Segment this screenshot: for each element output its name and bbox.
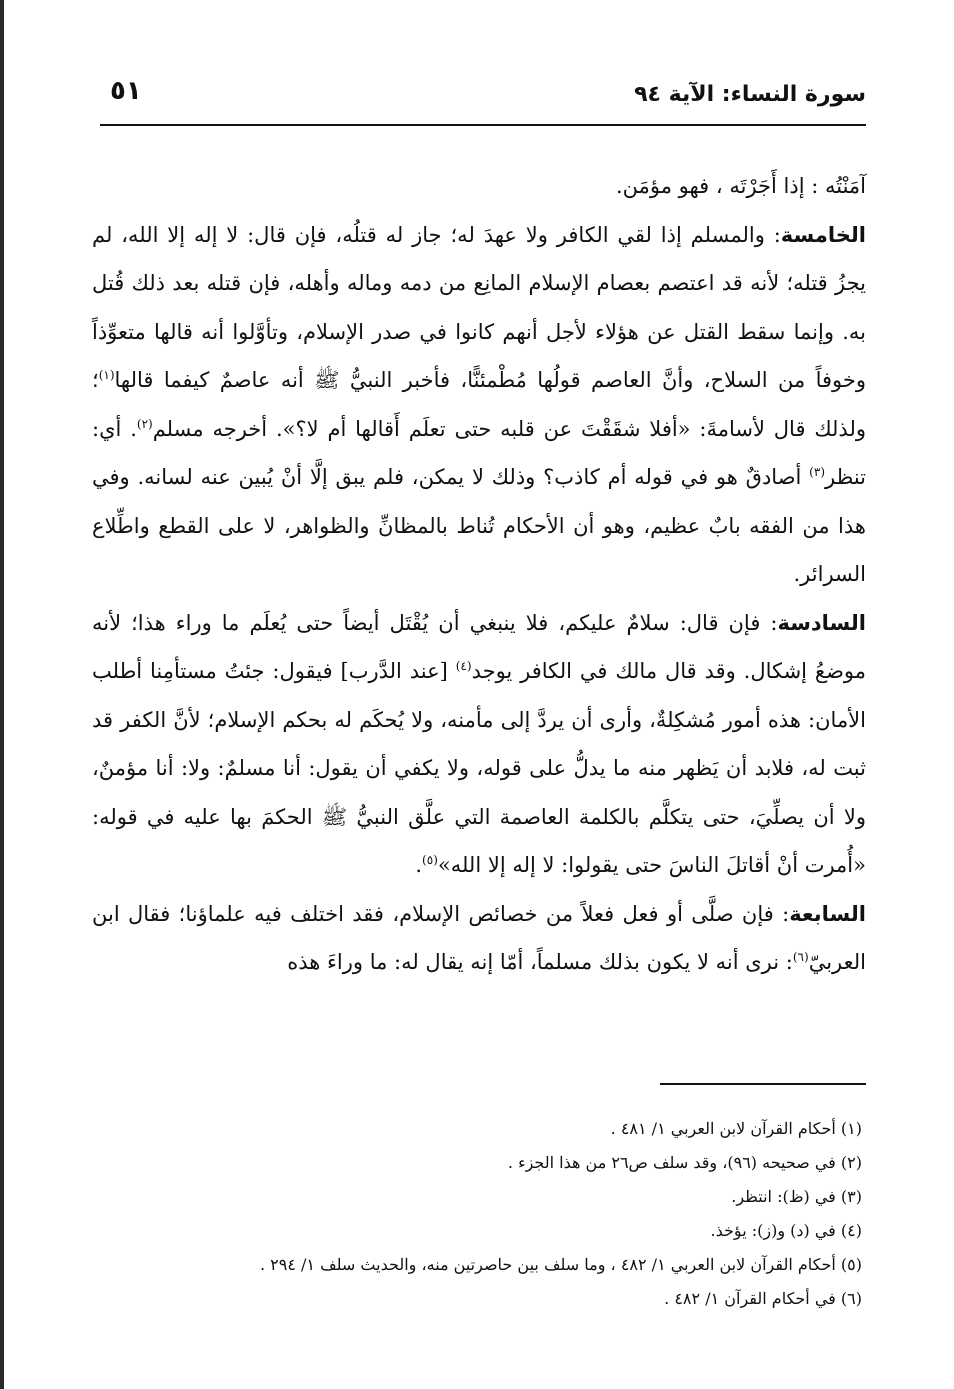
scan-edge [0, 0, 4, 1389]
paragraph-sixth [92, 599, 866, 890]
footnote: (١) أحكام القرآن لابن العربي ١/ ٤٨١ . [610, 1119, 862, 1138]
paragraph-text: : فإن صلَّى أو فعل فعلاً من خصائص الإسلام، فقد اختلف فيه علماؤنا؛ فقال ابن العربيّ [92, 901, 866, 974]
footnote-ref: (١) [98, 368, 115, 382]
page-header [100, 76, 866, 122]
footnote-ref: (٢) [136, 416, 153, 431]
paragraph-text: : فإن قال: سلامٌ عليكم، فلا ينبغي أن يُقْتَل أيضاً حتى يُعلَم ما وراء هذا؛ لأنه موضعُ إشكال. وقد قال مالك في الكافر يوجد [92, 610, 866, 683]
paragraph-text: : والمسلم إذا لقي الكافر ولا عهدَ له؛ جاز له قتلُه، فإن قال: لا إله إلا الله، لم يجزُ قتله؛ لأنه قد اعتصم بعصام الإسلام المانِع من دمه وماله وأهله، فإن قتله بعد ذلك قُتل به. وإنما سقط القتل عن هؤلاء لأجل أنهم كانوا في صدر الإسلام، وتأوَّلوا أنه قالها متعوِّذاً وخوفاً من السلاح، وأنَّ العاصم قولُها مُطْمئنًّا، فأخبر النبيُّ ﷺ أنه عاصمٌ كيفما قالها [92, 222, 866, 392]
footnotes [92, 1112, 862, 1316]
paragraph-intro [92, 162, 866, 211]
footnote-ref: (٥) [422, 853, 438, 867]
footnote-rule [660, 1083, 866, 1085]
header-rule [100, 124, 866, 126]
page-number: ٥١ [110, 76, 142, 106]
footnote: (٥) أحكام القرآن لابن العربي ١/ ٤٨٢ ، وما سلف بين حاصرتين منه، والحديث سلف ١/ ٢٩٤ . [259, 1255, 862, 1274]
footnote-ref: (٦) [792, 950, 809, 964]
paragraph-text: أصادقٌ هو في قوله أم كاذب؟ وذلك لا يمكن، فلم يبق إلَّا أنْ يُبين عنه لسانه. وفي هذا من الفقه بابٌ عظيم، وهو أن الأحكام تُناط بالمظانِّ والظواهر، لا على القطع واطِّلاع السرائر. [92, 465, 866, 586]
footnote: (٣) في (ظ): انتظر. [731, 1187, 862, 1206]
paragraph-text: . [415, 853, 423, 877]
paragraph-text: ؛ ولذلك قال لأسامةَ: «أفلا شقَقْتَ عن قلبه حتى تعلَم أَقالها أم لا؟». أخرجه مسلم [92, 368, 866, 441]
paragraph-heading: السادسة [777, 610, 866, 635]
paragraph-text: آمَنْتُه : إذا أَجَرْتَه ، فهو مؤمَن. [615, 174, 866, 198]
paragraph-heading: الخامسة [780, 222, 866, 247]
paragraph-fifth [92, 211, 866, 599]
footnote: (٦) في أحكام القرآن ١/ ٤٨٢ . [664, 1289, 862, 1308]
footnote-ref: (٣) [809, 465, 825, 479]
paragraph-text: : نرى أنه لا يكون بذلك مسلماً، أمّا إنه يقال له: ما وراءَ هذه [287, 950, 793, 974]
footnote: (٤) في (د) و(ز): يؤخذ. [710, 1221, 862, 1240]
paragraph-text: . أي: تنظر [92, 416, 866, 489]
paragraph-text: [عند الدَّرب] فيقول: جئتُ مستأمِنا أطلب الأمان: هذه أمور مُشكِلةٌ، وأرى أن يردَّ إلى مأمنه، ولا يُحكَم له بحكم الإسلام؛ لأنَّ الكفر قد ثبت له، فلابد أن يَظهر منه ما يدلُّ على قوله، ولا يكفي أن يقول: أنا مسلمٌ: ولا: أنا مؤمنٌ، ولا أن يصلِّيَ، حتى يتكلَّم بالكلمة العاصمة التي علَّق النبيُّ ﷺ الحكمَ بها عليه في قوله: «أُمرت أنْ أقاتلَ الناسَ حتى يقولوا: لا إله إلا الله» [92, 659, 866, 877]
main-text [92, 162, 866, 987]
footnote: (٢) في صحيحه (٩٦)، وقد سلف ص٢٦ من هذا الجزء . [507, 1153, 862, 1172]
paragraph-heading: السابعة [789, 901, 866, 926]
paragraph-seventh [92, 890, 866, 987]
running-title: سورة النساء: الآية ٩٤ [634, 82, 866, 107]
footnote-ref: (٤) [455, 659, 472, 673]
